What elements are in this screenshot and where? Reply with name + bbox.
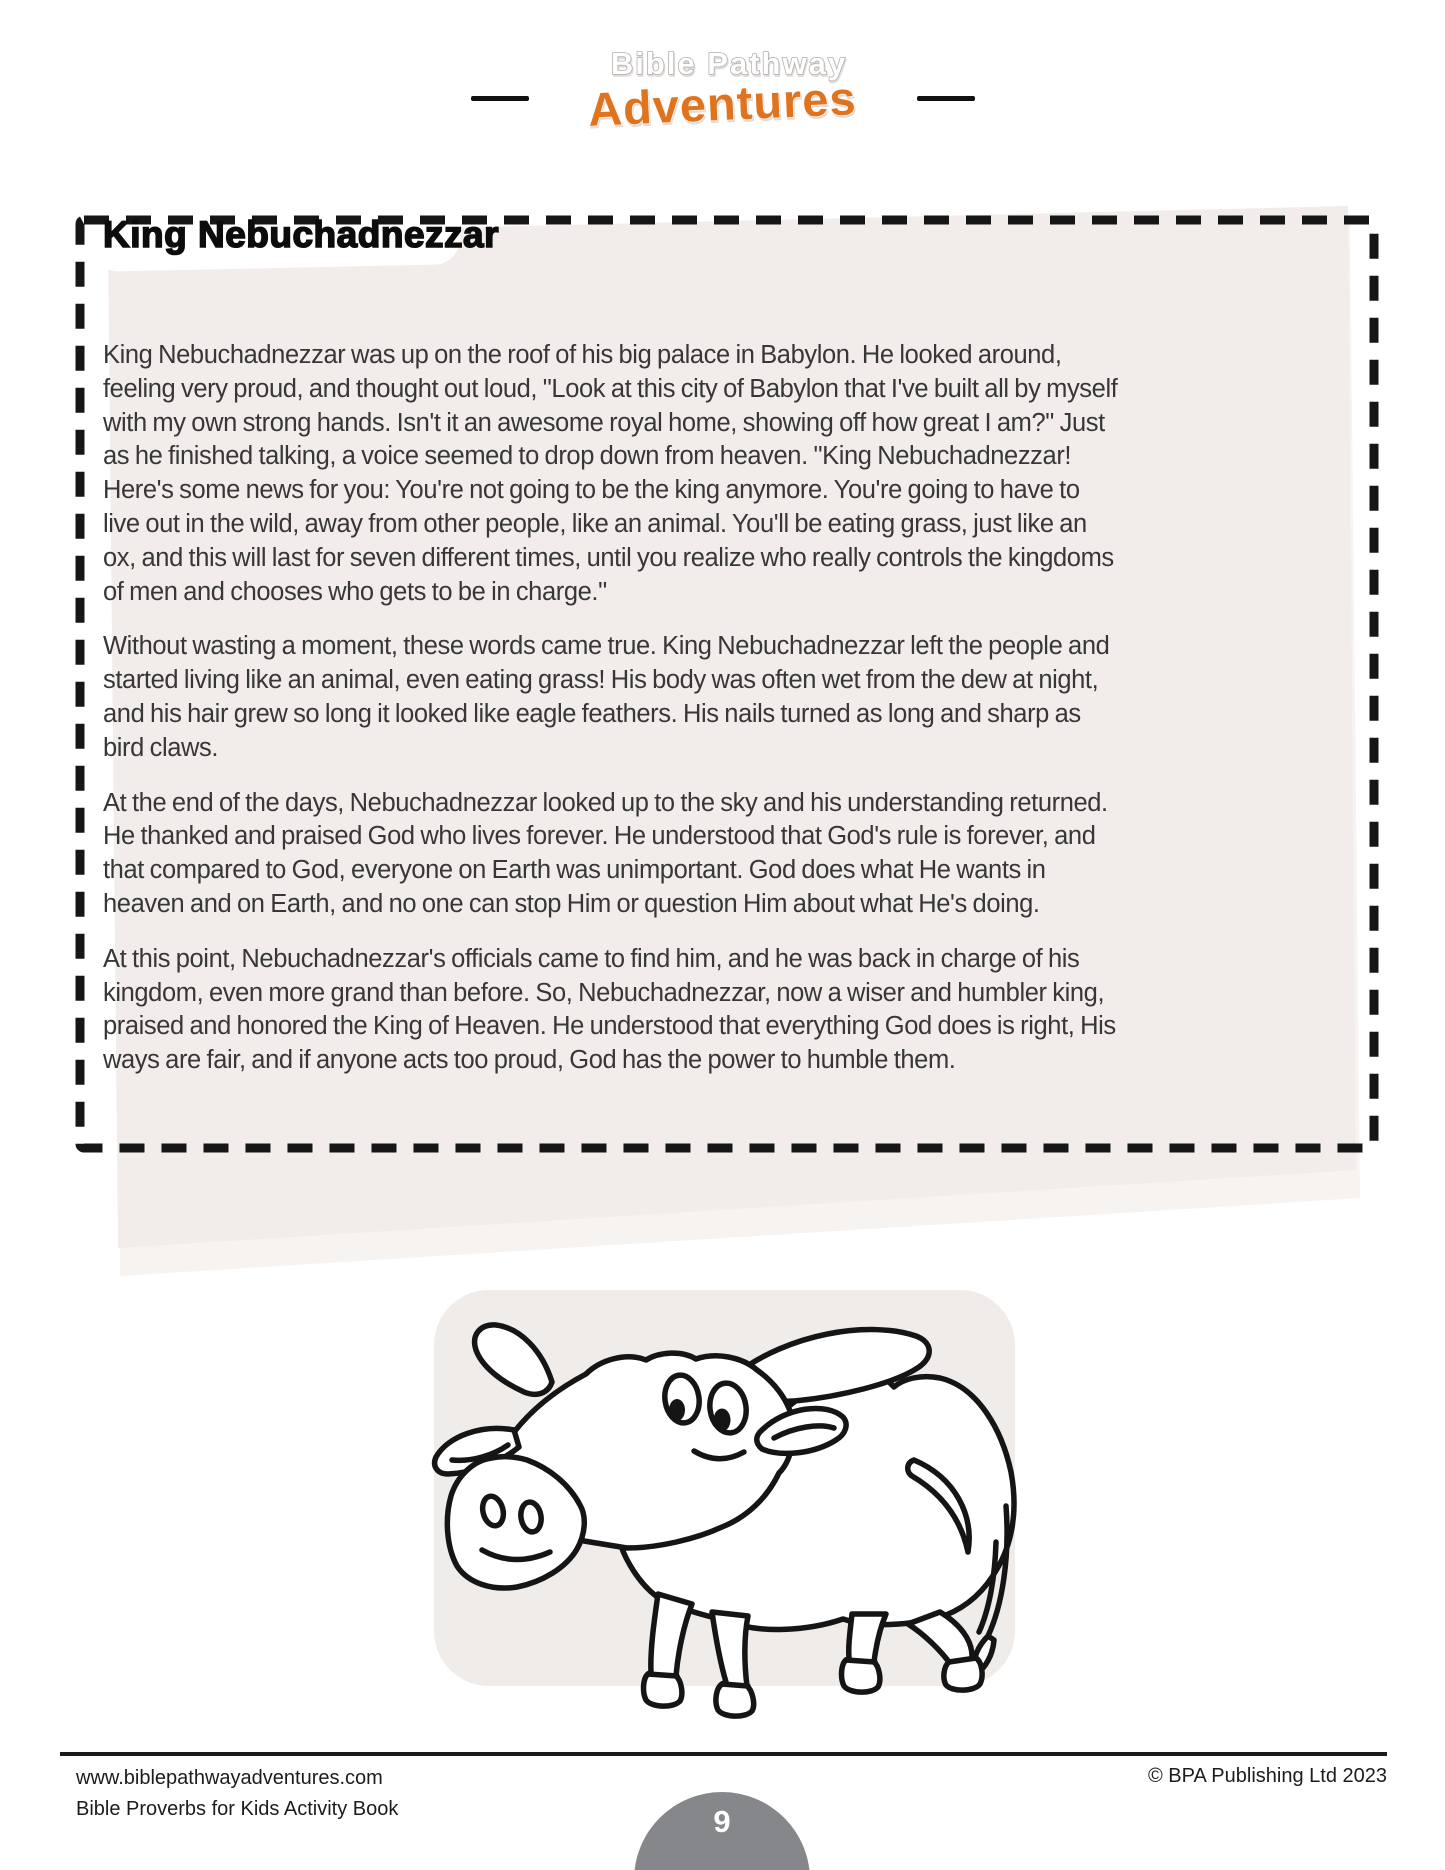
story-paragraph: At this point, Nebuchadnezzar's officials came to find him, and he was back in charge of his kingdom, even more grand than before. So, Nebuchadnezzar, now a wiser and humbler king, praised and honored the King of Heaven. He understood that everything God does is right, His ways are fair, and if anyone acts too proud, God has the power to humble them. [103,944,1116,1075]
ox-nostril [519,1501,543,1534]
ox-pupil [714,1409,731,1432]
bible-pathway-adventures-logo [553,38,893,148]
story-body [103,339,1121,1099]
ox-leg [644,1594,692,1706]
footer-divider [60,1752,1387,1756]
logo-line1: Bible Pathway [610,46,847,81]
ox-leg [712,1612,754,1716]
story-paragraph: Without wasting a moment, these words came true. King Nebuchadnezzar left the people and started living like an animal, even eating grass! His body was often wet from the dew at night, and his hair grew so long it looked like eagle feathers. His nails turned as long and sharp as bird claws. [103,632,1110,762]
ox-horn-left [475,1325,552,1394]
logo-dash-left [471,96,529,101]
ox-leg [908,1612,982,1690]
logo-dash-right [917,96,975,101]
ox-leg [842,1614,886,1692]
story-title: King Nebuchadnezzar [103,214,499,255]
footer-website: www.biblepathwayadventures.com [76,1767,383,1789]
story-paragraph: At the end of the days, Nebuchadnezzar looked up to the sky and his understanding returned. He thanked and praised God who lives forever. He understood that God's rule is forever, and that compared to God, everyone on Earth was unimportant. God does what He wants in heaven and on Earth, and no one can stop Him or question Him about what He's doing. [103,788,1108,918]
story-paragraph: King Nebuchadnezzar was up on the roof of his big palace in Babylon. He looked around, feeling very proud, and thought out loud, "Look at this city of Babylon that I've built all by myself with my own strong hands. Isn't it an awesome royal home, showing off how great I am?" Just as he finished talking, a voice seemed to drop down from heaven. "King Nebuchadnezzar! Here's some news for you: You're not going to be the king anymore. You're going to have to live out in the wild, away from other people, like an animal. You'll be eating grass, just like an ox, and this will last for seven different times, until you realize who really controls the kingdoms of men and chooses who gets to be in charge." [103,341,1118,606]
ox-hoof-lines [648,1658,976,1686]
ox-pupil [669,1399,685,1421]
footer-left [76,1763,398,1825]
footer-book-title: Bible Proverbs for Kids Activity Book [76,1798,399,1820]
header-logo [0,38,1445,148]
footer-copyright: © BPA Publishing Ltd 2023 [1148,1765,1387,1787]
page-number: 9 [713,1804,731,1839]
logo-line2: Adventures [586,71,858,136]
page-number-badge [634,1792,810,1870]
ox-coloring-illustration [400,1310,1060,1730]
